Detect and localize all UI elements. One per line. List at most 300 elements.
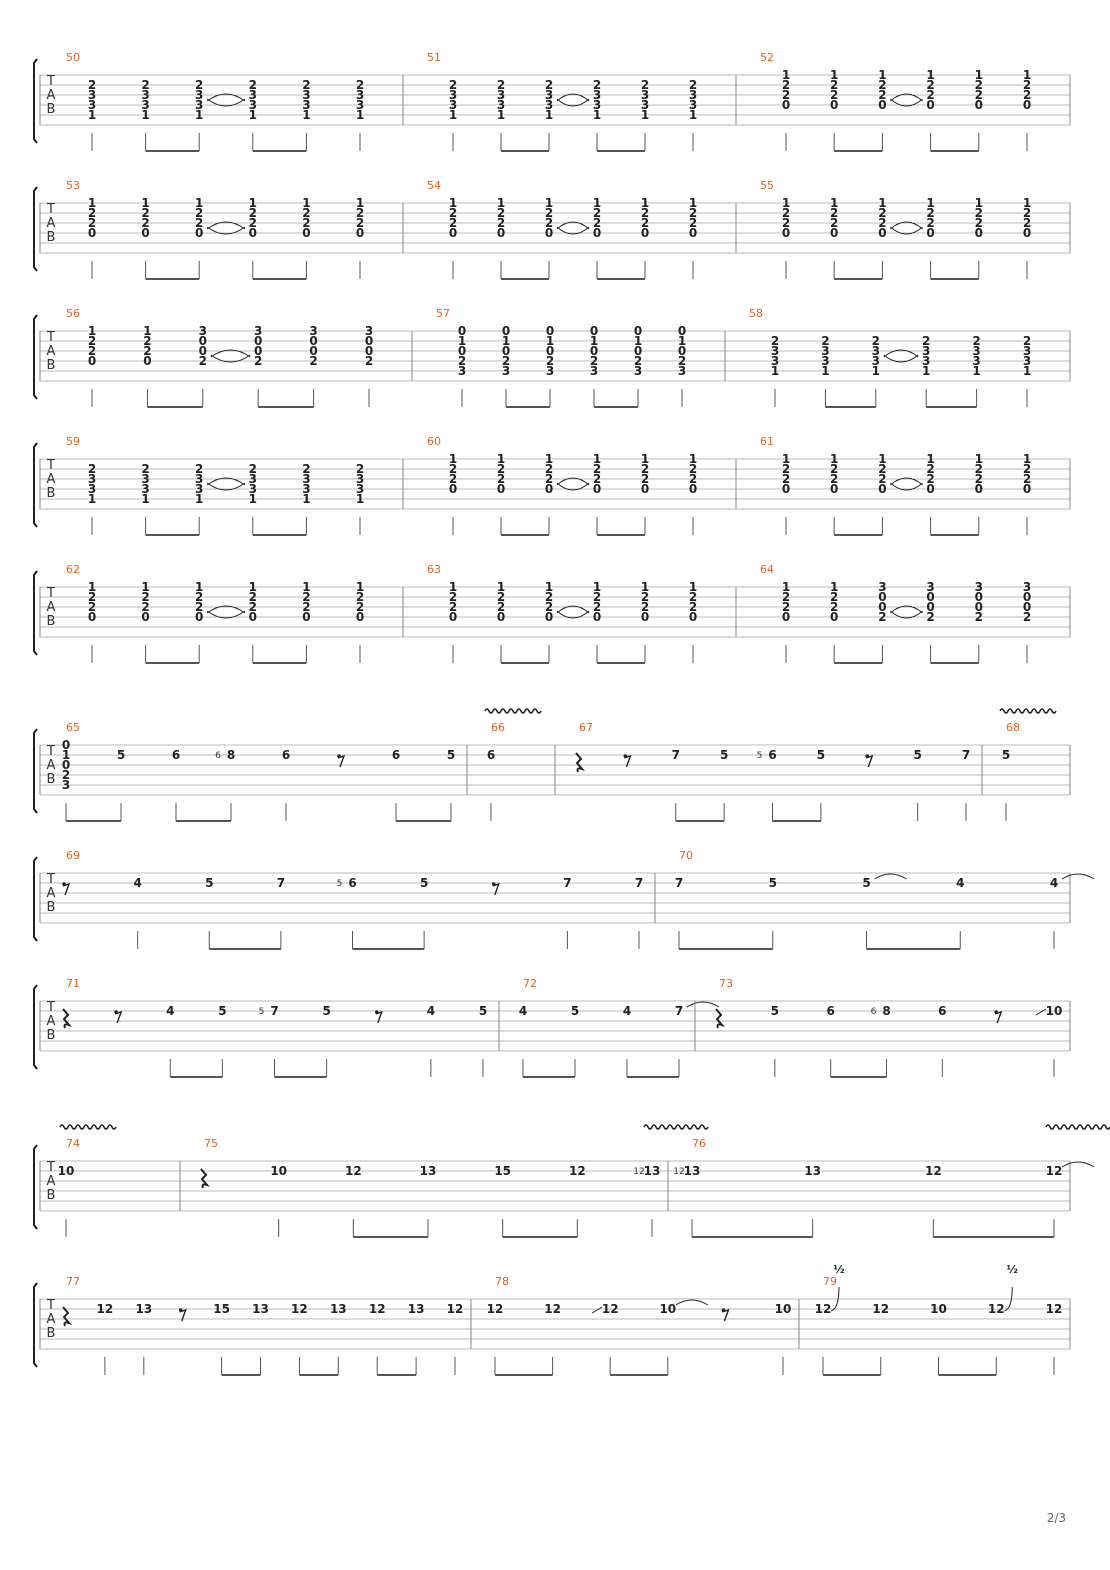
fret-number: 6 xyxy=(348,876,357,890)
fret-number: 1 xyxy=(926,196,935,210)
fret-number: 10 xyxy=(1045,1004,1063,1018)
fret-number: 2 xyxy=(544,216,554,230)
fret-number: 1 xyxy=(544,452,554,466)
fret-number: 2 xyxy=(781,216,791,230)
fret-number: 2 xyxy=(496,216,506,230)
fret-number: 2 xyxy=(355,216,365,230)
fret-number: 2 xyxy=(87,344,97,358)
fret-number: 2 xyxy=(544,600,554,614)
fret-number: 2 xyxy=(544,590,554,604)
fret-number: 3 xyxy=(355,88,365,102)
fret-number: 0 xyxy=(926,482,935,496)
tie-arc-icon xyxy=(557,94,589,106)
fret-number: 0 xyxy=(688,610,698,624)
fret-number: 1 xyxy=(544,108,554,122)
tab-clef-letter: B xyxy=(46,1028,56,1043)
fret-number: 3 xyxy=(592,98,602,112)
fret-number: 1 xyxy=(926,452,935,466)
fret-number: 3 xyxy=(87,88,97,102)
fret-number: 13 xyxy=(135,1302,153,1316)
fret-number: 2 xyxy=(592,78,602,92)
fret-number: 6 xyxy=(171,748,181,762)
fret-number: 0 xyxy=(781,482,791,496)
tab-clef-letter: B xyxy=(46,614,56,629)
fret-number: 2 xyxy=(878,462,887,476)
fret-number: 7 xyxy=(671,748,680,762)
fret-number: 13 xyxy=(643,1164,661,1178)
fret-number: 0 xyxy=(677,344,687,358)
fret-number: 2 xyxy=(974,216,983,230)
fret-number: 5 xyxy=(446,748,456,762)
fret-number: 2 xyxy=(640,472,650,486)
measure-number: 60 xyxy=(427,435,441,448)
fret-number: 3 xyxy=(1022,580,1032,594)
fret-number: 13 xyxy=(804,1164,822,1178)
fret-number: 2 xyxy=(302,206,311,220)
fret-number: 2 xyxy=(974,472,983,486)
fret-number: 3 xyxy=(821,354,830,368)
fret-number: 2 xyxy=(496,590,506,604)
measure-number: 63 xyxy=(427,563,441,576)
measure-72 xyxy=(519,977,719,1077)
measure-number: 58 xyxy=(749,307,763,320)
fret-number: 12 xyxy=(814,1302,832,1316)
fret-number: 3 xyxy=(364,324,374,338)
fret-number: 4 xyxy=(956,876,965,890)
fret-number: 0 xyxy=(974,590,983,604)
fret-number: 0 xyxy=(1022,600,1032,614)
fret-number: 2 xyxy=(688,462,698,476)
fret-number: 1 xyxy=(355,580,365,594)
system-bracket xyxy=(34,857,37,941)
tie-arc-icon xyxy=(207,478,245,490)
fret-number: 2 xyxy=(198,354,207,368)
fret-number: 2 xyxy=(195,206,204,220)
page-number: 2/3 xyxy=(1046,1511,1066,1525)
fret-number: 8 xyxy=(226,748,236,762)
fret-number: 2 xyxy=(677,354,687,368)
fret-number: 0 xyxy=(248,610,257,624)
fret-number: 7 xyxy=(270,1004,279,1018)
tie-arc-icon xyxy=(1062,1162,1094,1167)
measure-number: 62 xyxy=(66,563,80,576)
fret-number: 12 xyxy=(544,1302,561,1316)
fret-number: 7 xyxy=(961,748,971,762)
fret-number: 2 xyxy=(781,206,791,220)
grace-note: 12 xyxy=(633,1167,645,1177)
fret-number: 2 xyxy=(61,768,71,782)
tie-arc-icon xyxy=(207,94,245,106)
fret-number: 0 xyxy=(364,334,374,348)
measure-64 xyxy=(760,563,1031,663)
fret-number: 12 xyxy=(872,1302,890,1316)
fret-number: 2 xyxy=(592,206,602,220)
fret-number: 1 xyxy=(781,68,791,82)
fret-number: 3 xyxy=(545,364,555,378)
fret-number: 1 xyxy=(974,452,983,466)
fret-number: 0 xyxy=(448,482,458,496)
fret-number: 0 xyxy=(592,226,602,240)
fret-number: 1 xyxy=(592,108,602,122)
fret-number: 2 xyxy=(302,78,311,92)
fret-number: 2 xyxy=(248,600,257,614)
tie-arc-icon xyxy=(211,350,250,362)
fret-number: 3 xyxy=(141,472,150,486)
fret-number: 0 xyxy=(878,98,887,112)
fret-number: 0 xyxy=(974,98,983,112)
fret-number: 0 xyxy=(302,610,311,624)
fret-number: 0 xyxy=(926,600,935,614)
bend-amount-label: ½ xyxy=(833,1263,845,1276)
fret-number: 2 xyxy=(830,206,839,220)
fret-number: 1 xyxy=(545,334,555,348)
tab-system xyxy=(34,977,1070,1077)
system-bracket xyxy=(34,443,37,527)
fret-number: 5 xyxy=(419,876,429,890)
fret-number: 13 xyxy=(252,1302,269,1316)
fret-number: 2 xyxy=(688,590,698,604)
measure-number: 74 xyxy=(66,1137,80,1150)
vibrato-wave-icon xyxy=(644,1125,708,1129)
fret-number: 12 xyxy=(1045,1302,1063,1316)
fret-number: 2 xyxy=(781,88,791,102)
fret-number: 5 xyxy=(768,876,777,890)
vibrato-wave-icon xyxy=(1000,709,1056,713)
fret-number: 2 xyxy=(248,590,257,604)
fret-number: 5 xyxy=(770,1004,780,1018)
fret-number: 0 xyxy=(501,344,511,358)
fret-number: 2 xyxy=(448,206,458,220)
tie-arc-icon xyxy=(207,606,245,618)
fret-number: 2 xyxy=(545,354,555,368)
quarter-rest-icon xyxy=(63,1307,69,1326)
fret-number: 3 xyxy=(770,354,780,368)
fret-number: 2 xyxy=(448,472,458,486)
fret-number: 5 xyxy=(1001,748,1011,762)
tab-clef-letter: B xyxy=(46,358,56,373)
fret-number: 1 xyxy=(592,196,602,210)
fret-number: 0 xyxy=(496,226,506,240)
fret-number: 2 xyxy=(195,216,204,230)
fret-number: 2 xyxy=(830,88,839,102)
fret-number: 2 xyxy=(448,600,458,614)
measure-51 xyxy=(427,51,697,151)
fret-number: 2 xyxy=(496,78,506,92)
tie-arc-icon xyxy=(890,222,922,234)
fret-number: 1 xyxy=(448,108,458,122)
fret-number: 2 xyxy=(457,354,467,368)
fret-number: 1 xyxy=(448,452,458,466)
fret-number: 0 xyxy=(141,226,150,240)
fret-number: 2 xyxy=(141,206,150,220)
fret-number: 3 xyxy=(248,482,257,496)
fret-number: 1 xyxy=(974,196,983,210)
measure-number: 69 xyxy=(66,849,80,862)
fret-number: 1 xyxy=(457,334,467,348)
fret-number: 4 xyxy=(166,1004,175,1018)
fret-number: 0 xyxy=(688,482,698,496)
fret-number: 2 xyxy=(141,600,150,614)
tie-arc-icon xyxy=(207,222,245,234)
measure-73 xyxy=(716,977,1062,1077)
fret-number: 0 xyxy=(878,600,887,614)
fret-number: 2 xyxy=(248,78,257,92)
fret-number: 2 xyxy=(309,354,318,368)
fret-number: 2 xyxy=(195,78,204,92)
fret-number: 2 xyxy=(878,216,887,230)
tab-clef-letter: T xyxy=(47,744,55,759)
fret-number: 1 xyxy=(501,334,511,348)
fret-number: 3 xyxy=(544,88,554,102)
fret-number: 1 xyxy=(248,196,257,210)
fret-number: 1 xyxy=(248,108,257,122)
fret-number: 6 xyxy=(281,748,291,762)
measure-69 xyxy=(62,849,643,949)
fret-number: 2 xyxy=(448,78,458,92)
fret-number: 3 xyxy=(141,482,150,496)
fret-number: 2 xyxy=(688,216,698,230)
fret-number: 12 xyxy=(291,1302,308,1316)
tab-clef-letter: T xyxy=(47,1298,55,1313)
system-bracket xyxy=(34,1283,37,1367)
fret-number: 1 xyxy=(496,196,506,210)
grace-note: 6 xyxy=(870,1007,877,1017)
fret-number: 7 xyxy=(634,876,644,890)
fret-number: 13 xyxy=(329,1302,347,1316)
tab-clef-letter: A xyxy=(46,1014,56,1029)
fret-number: 2 xyxy=(448,590,458,604)
measure-50 xyxy=(66,51,364,151)
fret-number: 5 xyxy=(478,1004,488,1018)
fret-number: 1 xyxy=(770,364,780,378)
fret-number: 12 xyxy=(96,1302,114,1316)
measure-67 xyxy=(576,721,970,821)
fret-number: 3 xyxy=(141,88,150,102)
fret-number: 3 xyxy=(457,364,467,378)
fret-number: 1 xyxy=(688,580,698,594)
fret-number: 3 xyxy=(195,482,204,496)
slide-line xyxy=(1036,1009,1046,1015)
fret-number: 3 xyxy=(195,472,204,486)
fret-number: 0 xyxy=(544,610,554,624)
fret-number: 3 xyxy=(688,98,698,112)
fret-number: 0 xyxy=(195,226,204,240)
fret-number: 1 xyxy=(141,580,150,594)
fret-number: 0 xyxy=(457,344,467,358)
fret-number: 7 xyxy=(674,876,684,890)
fret-number: 3 xyxy=(974,580,983,594)
system-bracket xyxy=(34,315,37,399)
fret-number: 5 xyxy=(862,876,871,890)
fret-number: 2 xyxy=(633,354,643,368)
fret-number: 1 xyxy=(544,580,554,594)
fret-number: 2 xyxy=(87,216,97,230)
fret-number: 0 xyxy=(448,226,458,240)
tab-clef-letter: T xyxy=(47,586,55,601)
measure-number: 72 xyxy=(523,977,537,990)
system-bracket xyxy=(34,187,37,271)
tab-system xyxy=(34,307,1070,407)
fret-number: 2 xyxy=(302,462,311,476)
fret-number: 3 xyxy=(195,88,204,102)
fret-number: 2 xyxy=(141,216,150,230)
fret-number: 0 xyxy=(254,334,263,348)
fret-number: 2 xyxy=(355,600,365,614)
fret-number: 1 xyxy=(355,108,365,122)
fret-number: 2 xyxy=(640,216,650,230)
fret-number: 1 xyxy=(248,492,257,506)
fret-number: 1 xyxy=(640,196,650,210)
tab-clef-letter: T xyxy=(47,458,55,473)
fret-number: 2 xyxy=(781,462,791,476)
fret-number: 0 xyxy=(926,590,935,604)
slide-line xyxy=(592,1307,602,1313)
fret-number: 0 xyxy=(1022,98,1032,112)
tie-arc-icon xyxy=(687,1002,719,1007)
fret-number: 2 xyxy=(302,590,311,604)
fret-number: 2 xyxy=(830,462,839,476)
fret-number: 3 xyxy=(302,98,311,112)
fret-number: 0 xyxy=(677,324,687,338)
fret-number: 2 xyxy=(926,206,935,220)
measure-57 xyxy=(436,307,686,407)
fret-number: 3 xyxy=(926,580,935,594)
fret-number: 2 xyxy=(592,590,602,604)
fret-number: 2 xyxy=(355,206,365,220)
fret-number: 3 xyxy=(141,98,150,112)
fret-number: 2 xyxy=(302,216,311,230)
tie-arc-icon xyxy=(557,478,589,490)
fret-number: 5 xyxy=(570,1004,580,1018)
tab-clef-letter: A xyxy=(46,600,56,615)
measure-number: 79 xyxy=(823,1275,837,1288)
fret-number: 0 xyxy=(640,226,650,240)
fret-number: 2 xyxy=(1022,462,1032,476)
measure-63 xyxy=(427,563,697,663)
fret-number: 0 xyxy=(545,344,555,358)
fret-number: 13 xyxy=(419,1164,437,1178)
fret-number: 3 xyxy=(972,354,981,368)
quarter-rest-icon xyxy=(576,753,582,772)
fret-number: 2 xyxy=(878,610,887,624)
measure-52 xyxy=(760,51,1031,151)
grace-note: 12 xyxy=(673,1167,685,1177)
fret-number: 2 xyxy=(974,206,983,220)
fret-number: 12 xyxy=(924,1164,942,1178)
fret-number: 12 xyxy=(987,1302,1005,1316)
tie-arc-icon xyxy=(557,222,589,234)
fret-number: 3 xyxy=(448,98,458,112)
fret-number: 1 xyxy=(592,452,602,466)
fret-number: 1 xyxy=(302,580,311,594)
fret-number: 2 xyxy=(781,78,791,92)
fret-number: 1 xyxy=(878,196,887,210)
quarter-rest-icon xyxy=(716,1009,722,1028)
fret-number: 12 xyxy=(601,1302,619,1316)
system-bracket xyxy=(34,729,37,813)
fret-number: 1 xyxy=(87,196,97,210)
fret-number: 0 xyxy=(878,590,887,604)
measure-number: 54 xyxy=(427,179,441,192)
fret-number: 4 xyxy=(133,876,142,890)
fret-number: 2 xyxy=(355,78,365,92)
fret-number: 12 xyxy=(568,1164,586,1178)
fret-number: 1 xyxy=(640,580,650,594)
fret-number: 1 xyxy=(922,364,931,378)
measure-71 xyxy=(63,977,487,1077)
fret-number: 2 xyxy=(496,462,506,476)
fret-number: 3 xyxy=(87,482,97,496)
tie-arc-icon xyxy=(890,606,922,618)
fret-number: 0 xyxy=(781,226,791,240)
fret-number: 2 xyxy=(830,590,839,604)
measure-number: 56 xyxy=(66,307,80,320)
grace-note: 5 xyxy=(258,1007,265,1017)
tab-clef-letter: B xyxy=(46,486,56,501)
fret-number: 3 xyxy=(355,98,365,112)
fret-number: 1 xyxy=(544,196,554,210)
fret-number: 3 xyxy=(302,482,311,496)
tie-arc-icon xyxy=(884,350,918,362)
vibrato-wave-icon xyxy=(1046,1125,1110,1129)
tab-system xyxy=(34,179,1070,279)
fret-number: 0 xyxy=(974,600,983,614)
fret-number: 12 xyxy=(446,1302,464,1316)
measure-60 xyxy=(427,435,697,535)
fret-number: 2 xyxy=(1022,88,1032,102)
fret-number: 2 xyxy=(1022,206,1032,220)
fret-number: 0 xyxy=(355,226,365,240)
measure-number: 52 xyxy=(760,51,774,64)
fret-number: 2 xyxy=(364,354,374,368)
fret-number: 10 xyxy=(930,1302,947,1316)
fret-number: 2 xyxy=(781,590,791,604)
fret-number: 2 xyxy=(141,78,150,92)
measure-number: 55 xyxy=(760,179,774,192)
fret-number: 0 xyxy=(830,226,839,240)
fret-number: 1 xyxy=(781,580,791,594)
measure-78 xyxy=(487,1275,792,1375)
fret-number: 2 xyxy=(248,462,257,476)
fret-number: 7 xyxy=(563,876,572,890)
grace-note: 5 xyxy=(756,751,763,761)
fret-number: 1 xyxy=(143,324,152,338)
tab-clef-letter: A xyxy=(46,88,56,103)
fret-number: 6 xyxy=(768,748,777,762)
fret-number: 1 xyxy=(141,196,150,210)
fret-number: 3 xyxy=(1022,354,1032,368)
fret-number: 1 xyxy=(640,108,650,122)
fret-number: 0 xyxy=(195,610,204,624)
fret-number: 2 xyxy=(501,354,511,368)
fret-number: 1 xyxy=(1022,196,1032,210)
fret-number: 2 xyxy=(195,590,204,604)
fret-number: 10 xyxy=(774,1302,792,1316)
measure-number: 57 xyxy=(436,307,450,320)
fret-number: 10 xyxy=(270,1164,288,1178)
measure-54 xyxy=(427,179,697,279)
fret-number: 1 xyxy=(677,334,687,348)
fret-number: 0 xyxy=(926,226,935,240)
tab-clef-letter: B xyxy=(46,900,56,915)
measure-number: 61 xyxy=(760,435,774,448)
tie-arc-icon xyxy=(890,478,922,490)
fret-number: 2 xyxy=(926,78,935,92)
fret-number: 0 xyxy=(355,610,365,624)
fret-number: 2 xyxy=(496,472,506,486)
tab-system xyxy=(34,709,1070,821)
fret-number: 1 xyxy=(821,364,830,378)
